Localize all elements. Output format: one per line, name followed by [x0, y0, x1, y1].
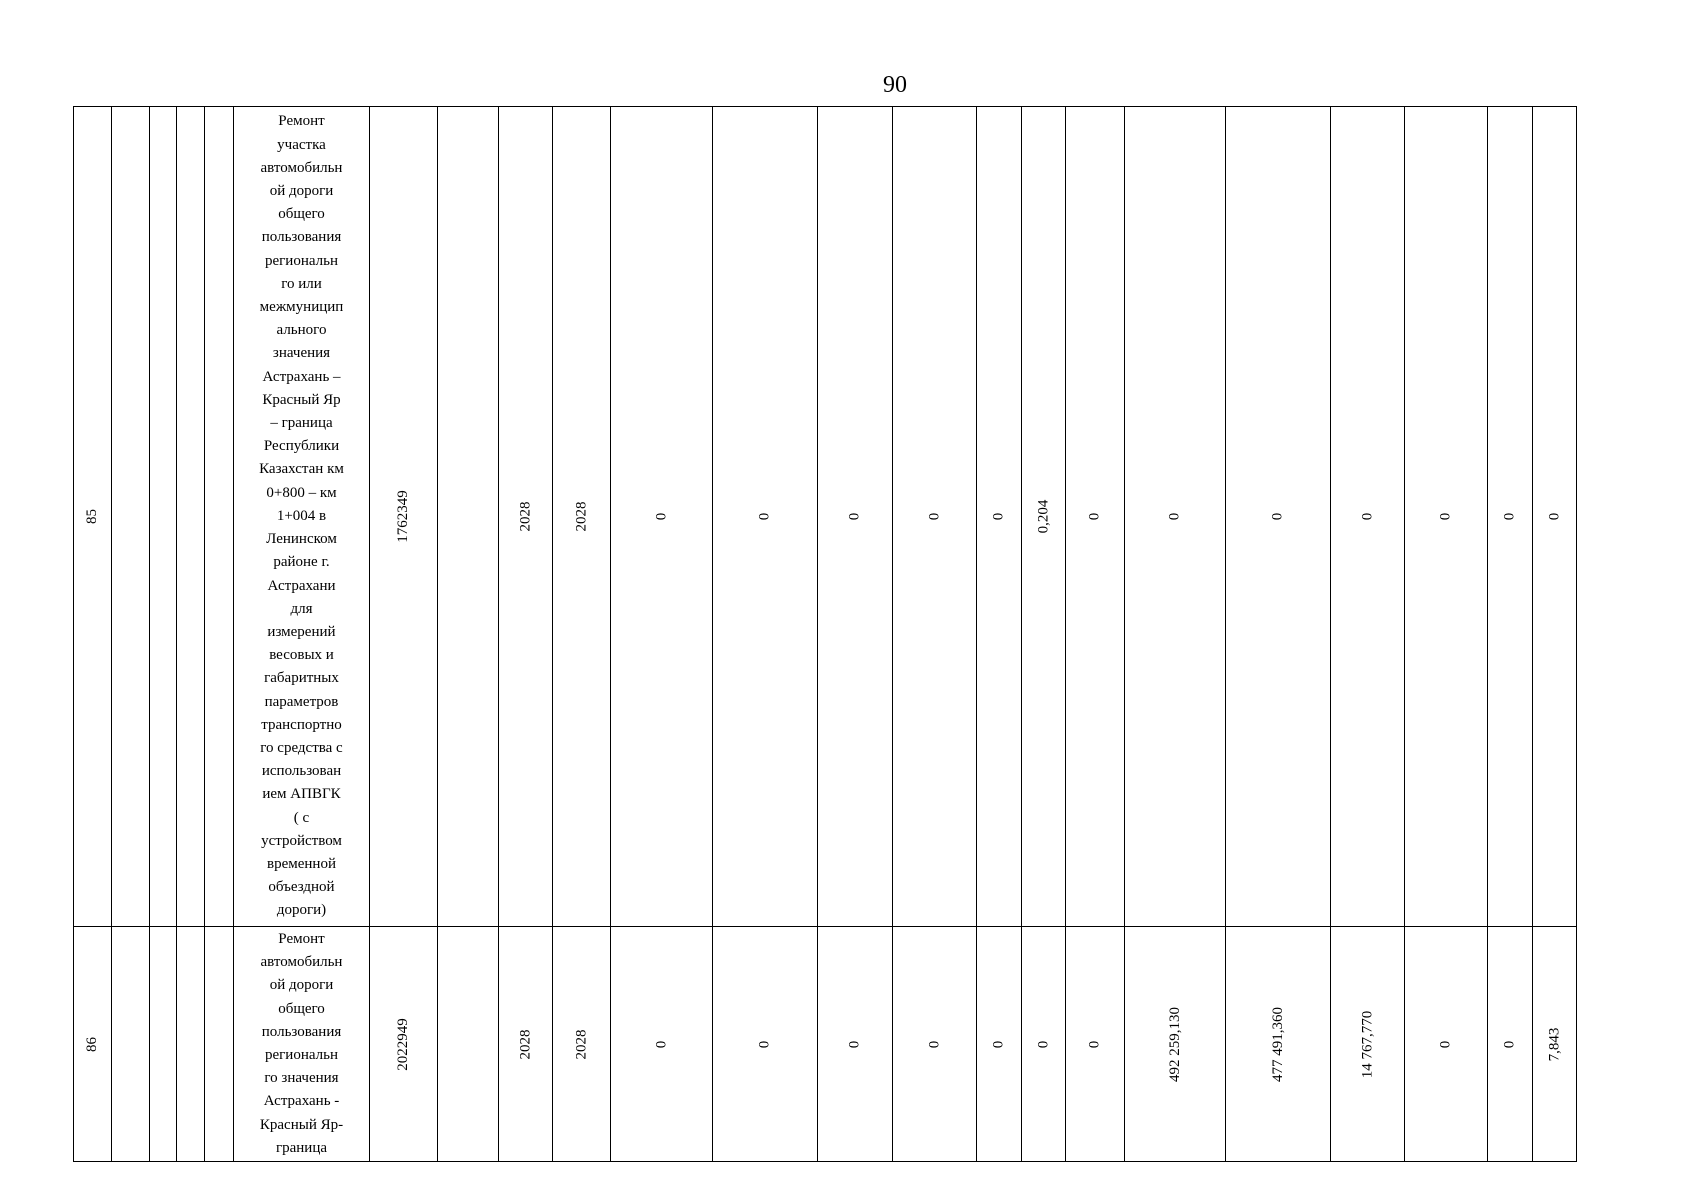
value: 0 — [846, 512, 863, 521]
value: 0 — [653, 1040, 669, 1048]
value: 0 — [1086, 1040, 1103, 1048]
value-cell — [1022, 107, 1066, 927]
value-cell — [713, 927, 818, 1162]
value-cell — [893, 927, 977, 1162]
value-cell — [977, 927, 1022, 1162]
value-cell — [1331, 107, 1405, 927]
empty-cell — [112, 107, 150, 927]
code-cell — [370, 107, 438, 927]
value-cell — [713, 107, 818, 927]
value: 0 — [1359, 512, 1375, 521]
empty-cell — [112, 927, 150, 1162]
empty-cell — [150, 107, 177, 927]
empty-cell — [177, 927, 205, 1162]
value: 0 — [926, 1040, 942, 1048]
value: 7,843 — [1546, 1027, 1562, 1061]
value-cell — [818, 927, 893, 1162]
value: 0 — [990, 1040, 1007, 1048]
table-row — [74, 107, 1577, 927]
value-cell — [818, 107, 893, 927]
value: 0 — [1501, 512, 1518, 521]
object-name-cell: Ремонт автомобильн ой дороги общего пользования региональн го значения Астрахань - Красный Яр- граница — [234, 927, 370, 1162]
object-name-cell: Ремонт участка автомобильн ой дороги общего пользования региональн го или межмуницип ального значения Астрахань – Красный Яр – граница Республики Казахстан км 0+800 – км 1+004 в Ленинском районе г. Астрахани для измерений весовых и габаритных параметров транспортно го средства с использован ием АПВГК ( с устройством временной объездной дороги) — [234, 107, 370, 927]
object-code: 1762349 — [395, 490, 411, 543]
value: 477 491,360 — [1269, 1006, 1286, 1082]
empty-cell — [150, 927, 177, 1162]
value-cell — [893, 107, 977, 927]
value: 0 — [1437, 512, 1454, 521]
value: 0 — [653, 512, 669, 521]
value: 0 — [1546, 512, 1562, 521]
year-end: 2028 — [573, 501, 589, 532]
value-cell — [1488, 927, 1533, 1162]
value: 0 — [1086, 512, 1103, 521]
value: 0 — [1166, 512, 1183, 521]
code-cell — [370, 927, 438, 1162]
object-code: 2022949 — [395, 1017, 411, 1071]
value-cell — [1226, 927, 1331, 1162]
value: 0 — [756, 1040, 773, 1048]
data-table — [73, 106, 1577, 1162]
empty-cell — [205, 927, 234, 1162]
value-cell — [977, 107, 1022, 927]
value-cell — [1066, 107, 1125, 927]
year-start-cell — [499, 927, 553, 1162]
value: 0 — [756, 512, 773, 521]
value: 492 259,130 — [1166, 1006, 1183, 1082]
value: 0 — [1501, 1040, 1518, 1048]
value: 0 — [846, 1040, 863, 1048]
value-cell — [1066, 927, 1125, 1162]
row-number-cell — [74, 927, 112, 1162]
year-start: 2028 — [517, 1029, 533, 1059]
value: 0 — [990, 512, 1007, 521]
value: 14 767,770 — [1359, 1010, 1375, 1078]
year-start: 2028 — [517, 501, 533, 532]
value: 0 — [926, 512, 942, 521]
row-number-cell — [74, 107, 112, 927]
year-end: 2028 — [573, 1029, 589, 1059]
value: 0,204 — [1035, 499, 1051, 534]
value-cell — [1405, 107, 1488, 927]
value-cell — [1488, 107, 1533, 927]
value-cell — [1226, 107, 1331, 927]
value: 0 — [1035, 1040, 1051, 1048]
empty-cell — [205, 107, 234, 927]
value-cell — [611, 927, 713, 1162]
year-end-cell — [553, 927, 611, 1162]
value-cell — [1022, 927, 1066, 1162]
value-cell — [1533, 107, 1577, 927]
value-cell — [1125, 927, 1226, 1162]
value-cell — [1405, 927, 1488, 1162]
row-number: 86 — [84, 1036, 100, 1052]
value-cell — [1533, 927, 1577, 1162]
empty-cell — [438, 107, 499, 927]
value-cell — [1125, 107, 1226, 927]
empty-cell — [177, 107, 205, 927]
table-row — [74, 927, 1577, 1162]
year-start-cell — [499, 107, 553, 927]
value-cell — [1331, 927, 1405, 1162]
value: 0 — [1269, 512, 1286, 521]
empty-cell — [438, 927, 499, 1162]
year-end-cell — [553, 107, 611, 927]
value: 0 — [1437, 1040, 1454, 1048]
row-number: 85 — [84, 509, 100, 524]
page-number: 90 — [883, 72, 907, 98]
value-cell — [611, 107, 713, 927]
